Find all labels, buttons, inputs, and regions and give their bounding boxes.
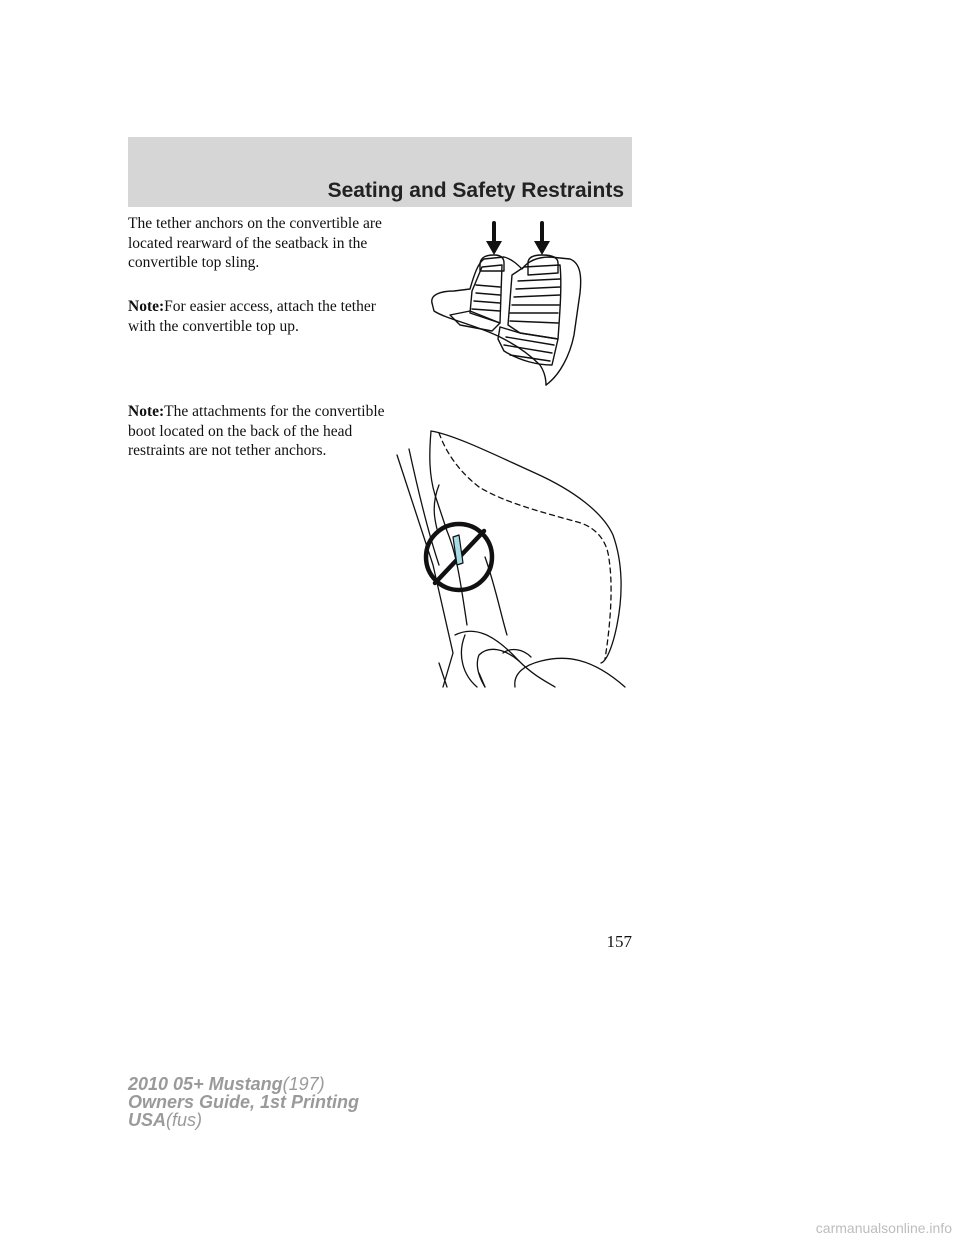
watermark: carmanualsonline.info [815,1220,952,1236]
footer-line-3 [128,1111,359,1129]
footer-printing: Owners Guide, 1st Printing [128,1092,360,1112]
footer-region: USA [128,1110,167,1130]
note-text: For easier access, attach the tether with the convertible top up. [128,298,376,335]
arrow-down-icon [486,223,502,255]
paragraph-tether-location: The tether anchors on the convertible are located rearward of the seatback in the convertible top sling. [128,215,382,271]
section-title: Seating and Safety Restraints [327,179,624,202]
note-convertible-boot [128,402,390,461]
header-band [128,137,632,207]
arrow-down-icon [534,223,550,255]
note-easier-access [128,297,390,336]
footer-line-1 [128,1075,359,1093]
note-label: Note: [128,403,165,420]
page-number: 157 [606,932,632,951]
footer-model: 2010 05+ Mustang [128,1074,283,1094]
rear-seat-tether-arrows-icon [420,215,590,390]
head-restraint-no-tether-icon [395,425,633,690]
footer-line-2 [128,1093,359,1111]
footer-region-code: (fus) [166,1110,203,1130]
footer [128,1075,359,1129]
note-text: The attachments for the convertible boot located on the back of the head restraints are not tether anchors. [128,403,385,459]
footer-code: (197) [282,1074,325,1094]
note-label: Note: [128,298,165,315]
